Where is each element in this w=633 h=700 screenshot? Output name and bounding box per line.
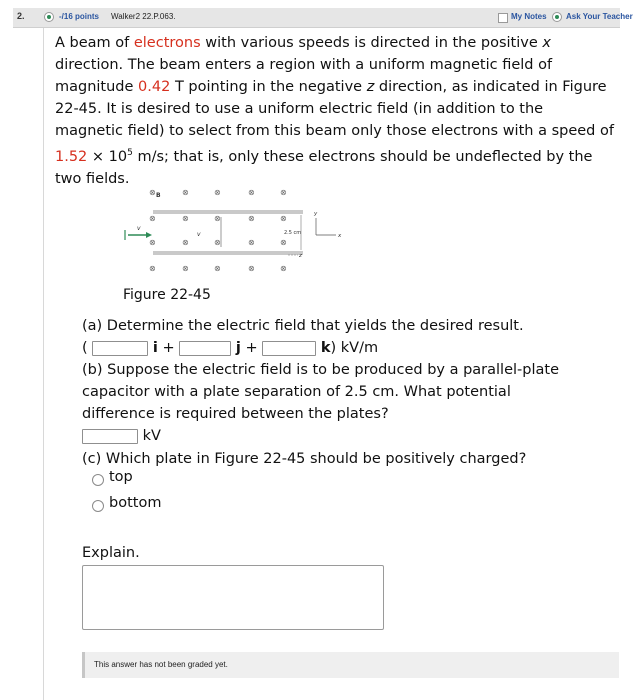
explain-label: Explain. (82, 545, 140, 561)
power-exponent: 5 (127, 148, 133, 158)
explain-textarea[interactable] (82, 565, 384, 630)
my-notes-link[interactable]: My Notes (511, 12, 547, 21)
b-field-into-page-symbol: ⊗ (248, 214, 255, 223)
problem-text-part: direction, as indicated in Figure 22-45. It is desired to use a uniform electric field (in addition to the magnetic field) to select from this beam only those electrons with a speed of (55, 79, 614, 139)
b-field-into-page-symbol: ⊗ (182, 188, 189, 197)
problem-text-part: A beam of (55, 35, 134, 51)
question-header-bar (13, 8, 633, 28)
points-label: -/16 points (59, 12, 100, 21)
unit-vector-i: i (152, 340, 158, 356)
beam-diagram (138, 183, 348, 283)
unit-vector-k: k (320, 340, 331, 356)
axis-z-label: z (299, 253, 302, 259)
radio-bottom-label[interactable]: bottom (109, 495, 162, 511)
ask-teacher-link[interactable]: Ask Your Teacher (566, 12, 633, 21)
b-field-into-page-symbol: ⊗ (149, 188, 156, 197)
highlight-electrons: electrons (133, 35, 201, 51)
b-field-label: B (156, 192, 161, 199)
problem-text-part: m/s; that is, only these electrons should be undeflected by the two fields. (55, 148, 593, 187)
problem-text (55, 32, 615, 190)
distance-label: 2.5 cm (284, 230, 302, 236)
b-field-into-page-symbol: ⊗ (214, 264, 221, 273)
axis-x-label: x (338, 233, 342, 239)
b-field-into-page-symbol: ⊗ (280, 238, 287, 247)
grading-status-bar (82, 652, 619, 678)
plus-sign: + (157, 340, 175, 356)
e-field-k-input[interactable] (262, 341, 316, 356)
bottom-plate (153, 251, 303, 255)
figure-22-45 (138, 183, 348, 283)
problem-text-part: direction. The beam enters a region with a uniform magnetic field of magnitude (55, 57, 553, 95)
radio-top-label[interactable]: top (109, 469, 133, 485)
e-field-i-input[interactable] (92, 341, 148, 356)
b-field-into-page-symbol: ⊗ (214, 188, 221, 197)
b-field-into-page-symbol: ⊗ (149, 214, 156, 223)
times-symbol: × (87, 148, 109, 165)
axis-y-label: y (314, 211, 318, 217)
e-field-unit: ) kV/m (330, 340, 379, 356)
v-label-left: v (137, 225, 141, 232)
my-notes-checkbox[interactable] (498, 13, 508, 23)
speed-value: 1.52 (55, 148, 88, 165)
b-field-into-page-symbol: ⊗ (248, 264, 255, 273)
radio-top[interactable] (92, 474, 104, 486)
part-c-prompt: (c) Which plate in Figure 22-45 should be positively charged? (82, 451, 527, 467)
b-field-into-page-symbol: ⊗ (214, 238, 221, 247)
b-field-into-page-symbol: ⊗ (149, 238, 156, 247)
expand-icon[interactable] (44, 12, 54, 22)
e-field-j-input[interactable] (179, 341, 231, 356)
var-x: x (542, 35, 551, 51)
b-field-into-page-symbol: ⊗ (182, 238, 189, 247)
b-field-into-page-symbol: ⊗ (280, 214, 287, 223)
potential-unit: kV (142, 428, 161, 444)
problem-text-part: T pointing in the negative (170, 79, 367, 95)
figure-caption: Figure 22-45 (123, 287, 211, 303)
b-field-into-page-symbol: ⊗ (248, 188, 255, 197)
open-paren: ( (82, 340, 88, 356)
b-field-into-page-symbol: ⊗ (149, 264, 156, 273)
part-b-prompt: (b) Suppose the electric field is to be produced by a parallel-plate capacitor with a plate separation of 2.5 cm. What potential difference is required between the plates? (82, 362, 559, 422)
var-z: z (366, 79, 375, 95)
part-a-prompt: (a) Determine the electric field that yields the desired result. (82, 318, 524, 334)
field-magnitude-value: 0.42 (138, 79, 171, 95)
left-divider (43, 28, 44, 700)
problem-text-part: with various speeds is directed in the positive (200, 35, 543, 51)
plus-sign: + (240, 340, 258, 356)
b-field-into-page-symbol: ⊗ (280, 188, 287, 197)
part-b-answer-row (82, 425, 161, 447)
problem-source: Walker2 22.P.063. (111, 12, 176, 21)
b-field-into-page-symbol: ⊗ (182, 214, 189, 223)
b-field-into-page-symbol: ⊗ (280, 264, 287, 273)
grading-status-text: This answer has not been graded yet. (94, 660, 228, 669)
top-plate (153, 210, 303, 214)
radio-bottom[interactable] (92, 500, 104, 512)
part-a-answer-row (82, 337, 378, 359)
b-field-into-page-symbol: ⊗ (248, 238, 255, 247)
b-field-into-page-symbol: ⊗ (214, 214, 221, 223)
potential-difference-input[interactable] (82, 429, 138, 444)
ask-teacher-icon[interactable] (552, 12, 562, 22)
question-number: 2. (17, 11, 25, 21)
unit-vector-j: j (235, 340, 241, 356)
v-label-mid: v (197, 231, 201, 238)
power-base: 10 (108, 148, 128, 165)
b-field-into-page-symbol: ⊗ (182, 264, 189, 273)
